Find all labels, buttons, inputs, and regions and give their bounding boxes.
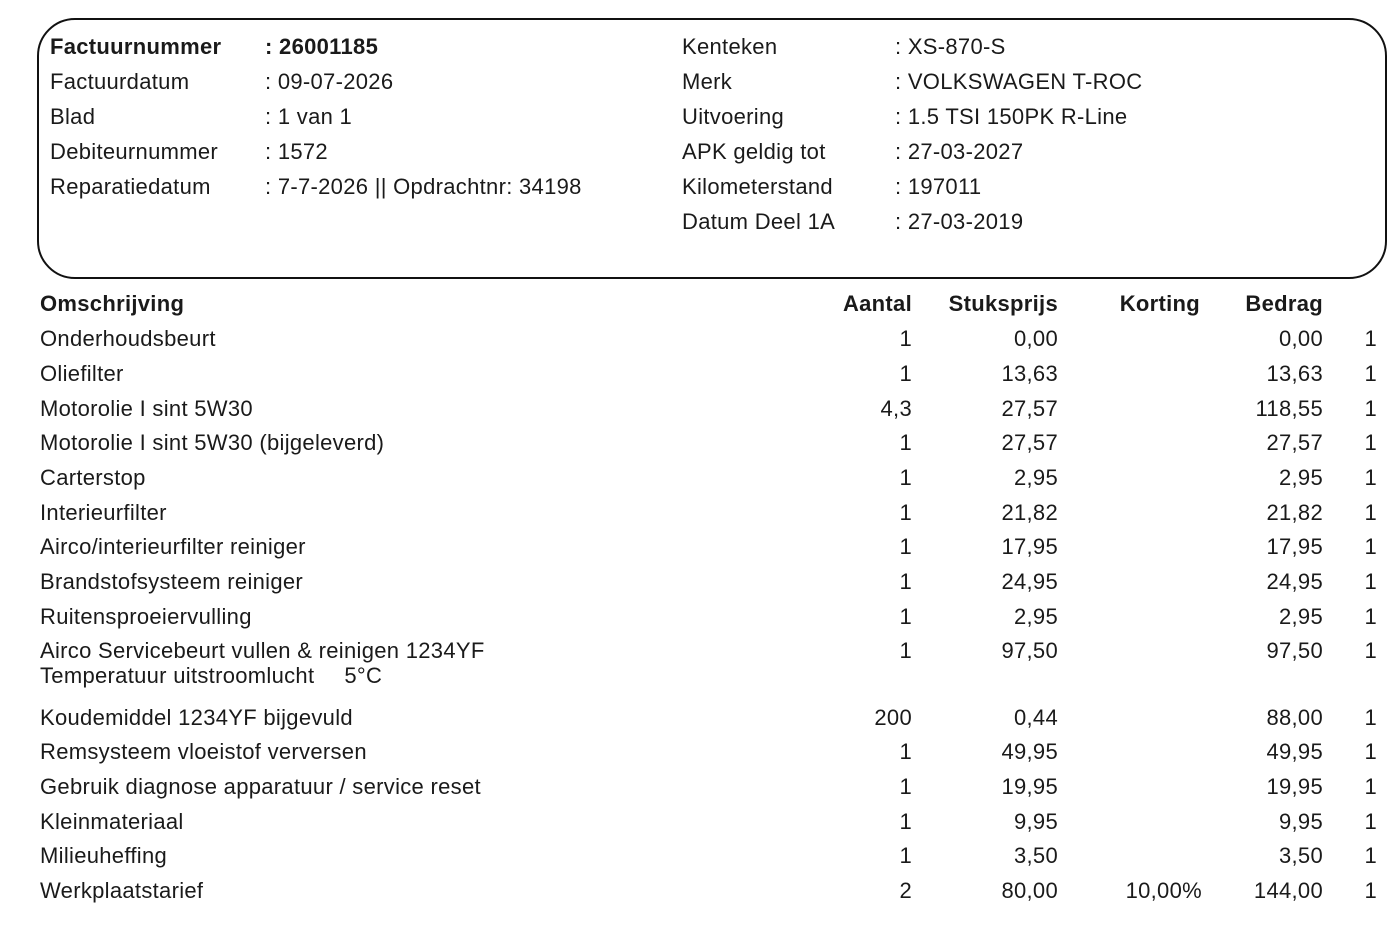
header-field-label: Kilometerstand: [682, 173, 833, 199]
line-code: 1: [1364, 808, 1377, 834]
line-quantity: 4,3: [880, 395, 912, 421]
line-discount: [1058, 700, 1202, 735]
header-field-row: [50, 30, 582, 65]
line-unit-price: 0,44: [1013, 704, 1058, 730]
line-description: Oliefilter: [40, 361, 124, 387]
column-header-quantity: Aantal: [842, 291, 912, 316]
line-discount: 10,00%: [1125, 877, 1202, 903]
header-field-value: : 1.5 TSI 150PK R-Line: [895, 103, 1128, 129]
line-discount: [1058, 839, 1202, 874]
line-amount: 9,95: [1278, 808, 1323, 834]
line-description: Motorolie I sint 5W30 (bijgeleverd): [40, 430, 385, 456]
line-discount: [1058, 735, 1202, 770]
table-row: [40, 700, 1377, 735]
line-quantity: 1: [899, 808, 912, 834]
line-code: 1: [1364, 569, 1377, 595]
line-quantity: 1: [899, 465, 912, 491]
invoice-details: [50, 30, 582, 204]
line-discount: [1058, 770, 1202, 805]
line-quantity: 1: [899, 361, 912, 387]
line-note-label: Temperatuur uitstroomlucht: [40, 663, 315, 689]
header-field-row: [50, 65, 582, 100]
header-field-label: Factuurdatum: [50, 69, 190, 95]
line-code: 1: [1364, 843, 1377, 869]
line-unit-price: 17,95: [1001, 534, 1058, 560]
line-unit-price: 9,95: [1013, 808, 1058, 834]
line-code: 1: [1364, 877, 1377, 903]
line-unit-price: 21,82: [1001, 499, 1058, 525]
table-row: [40, 391, 1377, 426]
column-header-description: Omschrijving: [40, 291, 185, 316]
line-code: 1: [1364, 326, 1377, 352]
line-amount: 144,00: [1253, 877, 1323, 903]
line-code: 1: [1364, 395, 1377, 421]
line-discount: [1058, 804, 1202, 839]
header-field-row: [50, 169, 582, 204]
column-header-discount: Korting: [1119, 291, 1200, 316]
table-row: [40, 357, 1377, 392]
line-description: Onderhoudsbeurt: [40, 326, 216, 352]
header-field-value: : 27-03-2019: [895, 208, 1024, 234]
line-quantity: 1: [899, 773, 912, 799]
header-field-value: : 7-7-2026 || Opdrachtnr: 34198: [265, 173, 582, 199]
header-field-label: Merk: [682, 69, 733, 95]
line-amount: 24,95: [1266, 569, 1323, 595]
line-code: 1: [1364, 638, 1377, 664]
line-code: 1: [1364, 499, 1377, 525]
line-discount: [1058, 461, 1202, 496]
line-description: Ruitensproeiervulling: [40, 603, 252, 629]
header-field-value: : 26001185: [265, 34, 379, 60]
column-header-amount: Bedrag: [1245, 291, 1323, 316]
line-amount: 2,95: [1278, 465, 1323, 491]
line-description: Gebruik diagnose apparatuur / service reset: [40, 773, 481, 799]
header-field-value: : 09-07-2026: [265, 69, 394, 95]
line-code: 1: [1364, 773, 1377, 799]
table-row: [40, 530, 1377, 565]
header-field-label: Kenteken: [682, 34, 778, 60]
line-discount: [1058, 634, 1202, 700]
line-unit-price: 2,95: [1013, 465, 1058, 491]
line-description: Remsysteem vloeistof verversen: [40, 739, 367, 765]
line-unit-price: 13,63: [1001, 361, 1058, 387]
table-row: [40, 565, 1377, 600]
line-unit-price: 97,50: [1001, 638, 1058, 664]
header-field-value: : 1 van 1: [265, 103, 353, 129]
line-discount: [1058, 530, 1202, 565]
table-row: [40, 874, 1377, 909]
header-field-value: : XS-870-S: [895, 34, 1006, 60]
line-discount: [1058, 357, 1202, 392]
line-note-value: 5°C: [344, 663, 383, 689]
line-unit-price: 27,57: [1001, 430, 1058, 456]
line-amount: 97,50: [1266, 638, 1323, 664]
line-quantity: 1: [899, 499, 912, 525]
header-field-value: : 27-03-2027: [895, 138, 1024, 164]
header-field-label: Blad: [50, 103, 96, 129]
table-row: [40, 804, 1377, 839]
line-amount: 17,95: [1266, 534, 1323, 560]
header-field-row: [682, 30, 1142, 65]
header-field-row: [682, 100, 1142, 135]
header-field-label: Uitvoering: [682, 103, 785, 129]
line-amount: 2,95: [1278, 603, 1323, 629]
line-quantity: 1: [899, 843, 912, 869]
line-amount: 3,50: [1278, 843, 1323, 869]
header-field-label: Factuurnummer: [50, 34, 222, 60]
line-discount: [1058, 565, 1202, 600]
line-description: Kleinmateriaal: [40, 808, 184, 834]
table-row: [40, 735, 1377, 770]
table-row: [40, 634, 1377, 700]
line-quantity: 1: [899, 534, 912, 560]
header-field-label: Debiteurnummer: [50, 138, 219, 164]
table-row: [40, 600, 1377, 635]
line-code: 1: [1364, 465, 1377, 491]
line-description: Motorolie I sint 5W30: [40, 395, 253, 421]
line-unit-price: 19,95: [1001, 773, 1058, 799]
line-unit-price: 27,57: [1001, 395, 1058, 421]
header-field-value: : VOLKSWAGEN T-ROC: [895, 69, 1143, 95]
line-unit-price: 0,00: [1013, 326, 1058, 352]
table-row: [40, 495, 1377, 530]
line-quantity: 1: [899, 638, 912, 664]
header-field-row: [682, 65, 1142, 100]
header-field-row: [682, 169, 1142, 204]
table-row: [40, 426, 1377, 461]
line-code: 1: [1364, 361, 1377, 387]
line-description: Koudemiddel 1234YF bijgevuld: [40, 704, 353, 730]
header-field-row: [50, 100, 582, 135]
vehicle-details: [682, 30, 1142, 240]
line-description: Airco/interieurfilter reiniger: [40, 534, 306, 560]
line-amount: 88,00: [1266, 704, 1323, 730]
column-header-code: [1323, 286, 1377, 322]
header-field-label: Datum Deel 1A: [682, 208, 836, 234]
line-description: Werkplaatstarief: [40, 877, 204, 903]
line-discount: [1058, 600, 1202, 635]
line-quantity: 1: [899, 430, 912, 456]
line-amount: 27,57: [1266, 430, 1323, 456]
header-field-value: : 197011: [895, 173, 982, 199]
header-field-value: : 1572: [265, 138, 328, 164]
line-code: 1: [1364, 704, 1377, 730]
line-amount: 118,55: [1255, 395, 1323, 421]
header-field-row: [682, 134, 1142, 169]
line-amount: 13,63: [1266, 361, 1323, 387]
line-description: [40, 634, 800, 700]
line-unit-price: 2,95: [1013, 603, 1058, 629]
line-description: Brandstofsysteem reiniger: [40, 569, 304, 595]
line-quantity: 1: [899, 569, 912, 595]
table-header-row: [40, 286, 1377, 322]
header-field-label: Reparatiedatum: [50, 173, 211, 199]
line-discount: [1058, 495, 1202, 530]
line-amount: 0,00: [1278, 326, 1323, 352]
line-quantity: 200: [874, 704, 912, 730]
table-row: [40, 839, 1377, 874]
header-field-label: APK geldig tot: [682, 138, 826, 164]
line-amount: 21,82: [1266, 499, 1323, 525]
line-unit-price: 49,95: [1001, 739, 1058, 765]
line-description-text: Airco Servicebeurt vullen & reinigen 1234YF: [40, 638, 485, 664]
line-discount: [1058, 426, 1202, 461]
line-note: [40, 664, 800, 688]
table-row: [40, 461, 1377, 496]
line-code: 1: [1364, 430, 1377, 456]
line-discount: [1058, 391, 1202, 426]
invoice-lines-table: [40, 286, 1377, 908]
line-amount: 19,95: [1266, 773, 1323, 799]
line-quantity: 1: [899, 603, 912, 629]
line-quantity: 1: [899, 326, 912, 352]
line-quantity: 2: [899, 877, 912, 903]
line-code: 1: [1364, 739, 1377, 765]
header-field-row: [682, 204, 1142, 240]
line-code: 1: [1364, 534, 1377, 560]
line-quantity: 1: [899, 739, 912, 765]
table-row: [40, 770, 1377, 805]
table-row: [40, 322, 1377, 357]
line-unit-price: 3,50: [1013, 843, 1058, 869]
line-code: 1: [1364, 603, 1377, 629]
column-header-unit-price: Stuksprijs: [948, 291, 1058, 316]
line-description: Carterstop: [40, 465, 146, 491]
line-unit-price: 24,95: [1001, 569, 1058, 595]
line-unit-price: 80,00: [1001, 877, 1058, 903]
header-field-row: [50, 134, 582, 169]
line-description: Interieurfilter: [40, 499, 167, 525]
line-amount: 49,95: [1266, 739, 1323, 765]
line-description: Milieuheffing: [40, 843, 168, 869]
line-discount: [1058, 322, 1202, 357]
